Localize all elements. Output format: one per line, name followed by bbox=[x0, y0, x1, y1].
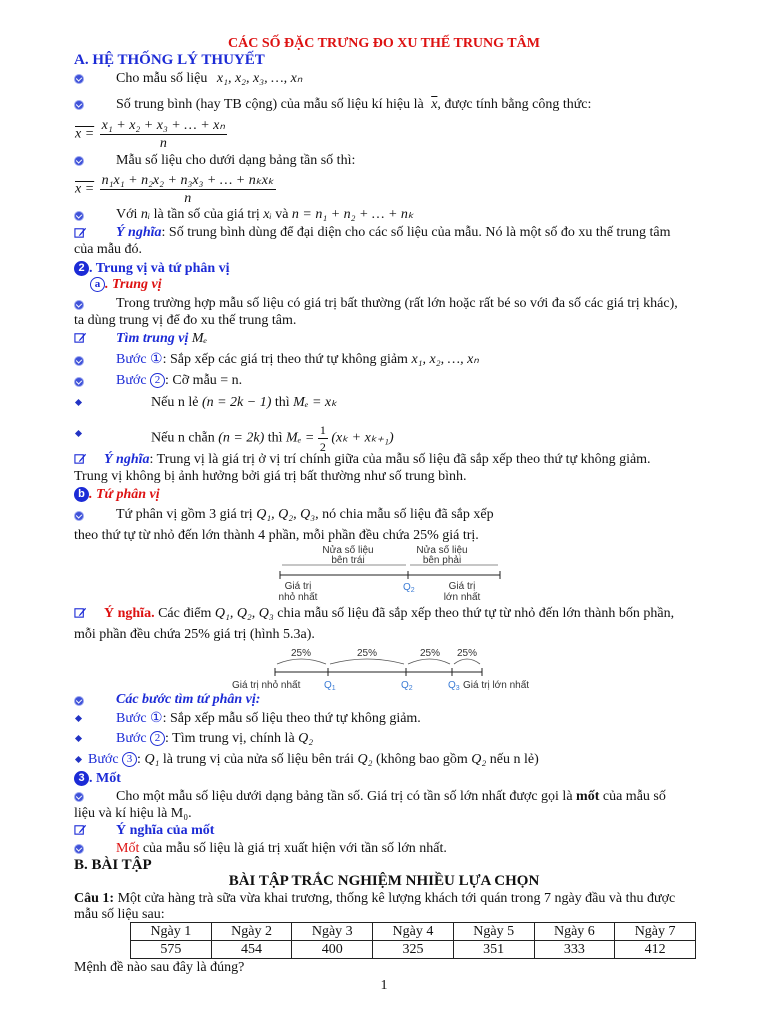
section-b-heading: B. BÀI TẬP bbox=[74, 857, 152, 873]
subsection-title: . Trung vị bbox=[105, 277, 162, 292]
median-intro: Trong trường hợp mẫu số liệu có giá trị bất thường (rất lớn hoặc rất bé so với đa số các giá trị khác), bbox=[116, 296, 678, 311]
exercise-subtitle: BÀI TẬP TRẮC NGHIỆM NHIỀU LỰA CHỌN bbox=[228, 873, 540, 889]
q3-label bbox=[448, 680, 460, 692]
check-bullet-icon bbox=[75, 697, 83, 705]
text: Với bbox=[116, 207, 138, 222]
mode-term: mốt bbox=[576, 789, 600, 804]
quartile-meaning-2: mỗi phần đều chứa 25% giá trị (hình 5.3a). bbox=[74, 627, 315, 642]
diamond-bullet-icon bbox=[75, 756, 82, 763]
numerator: 1 bbox=[319, 423, 326, 437]
median-diagram bbox=[270, 542, 510, 604]
brace bbox=[454, 659, 480, 664]
meaning-label: Ý nghĩa. bbox=[104, 606, 155, 621]
note-pen-icon bbox=[74, 331, 87, 344]
note-pen-icon bbox=[74, 823, 87, 836]
math: Q₂ bbox=[471, 752, 487, 767]
mean-symbol: $\overline{x}$ bbox=[431, 97, 438, 112]
step-label: Bước bbox=[116, 711, 147, 726]
meaning-1 bbox=[116, 224, 670, 241]
math: Mₑ = xₖ bbox=[293, 395, 338, 410]
formula-numerator: n₁x₁ + n₂x₂ + n₃x₃ + … + nₖxₖ bbox=[101, 173, 274, 188]
math: Q₁, Q₂, Q₃ bbox=[214, 606, 274, 621]
table-cell: 575 bbox=[131, 941, 212, 959]
q2-letter: Q bbox=[403, 582, 411, 593]
table-cell: 400 bbox=[292, 941, 373, 959]
text: của mẫu số bbox=[602, 789, 666, 804]
check-bullet-icon bbox=[75, 793, 83, 801]
step-text: : Sắp xếp các giá trị theo thứ tự không giảm bbox=[162, 352, 408, 367]
meaning-label: Ý nghĩa bbox=[116, 225, 162, 240]
q2-subscript: 2 bbox=[410, 587, 415, 594]
math: (n = 2k) bbox=[218, 430, 265, 446]
median-meaning bbox=[104, 451, 651, 468]
step-text: : Sắp xếp mẫu số liệu theo thứ tự không giảm. bbox=[162, 711, 421, 726]
check-bullet-icon bbox=[75, 357, 83, 365]
left-half-label-2: bên trái bbox=[331, 555, 365, 566]
page-title: CÁC SỐ ĐẶC TRƯNG ĐO XU THẾ TRUNG TÂM bbox=[228, 36, 540, 51]
left-half-label: Nửa số liệu bbox=[322, 545, 374, 556]
max-label: Giá trị lớn nhất bbox=[463, 680, 530, 691]
step-text: : Tìm trung vị, chính là bbox=[165, 731, 295, 746]
median-intro-2: ta dùng trung vị để đo xu thế trung tâm. bbox=[74, 313, 297, 328]
max-label-2: lớn nhất bbox=[443, 592, 481, 603]
quartile-intro bbox=[116, 506, 494, 523]
data-table bbox=[130, 922, 696, 959]
check-bullet-icon bbox=[75, 101, 83, 109]
mean-def-line bbox=[116, 96, 591, 113]
mode-def-2: liệu và kí hiệu là M₀. bbox=[74, 806, 192, 821]
sample-line bbox=[116, 70, 302, 87]
section-2b-heading bbox=[74, 486, 160, 503]
q3-letter: Q bbox=[448, 680, 456, 691]
step-math: Q₂ bbox=[298, 731, 314, 746]
table-header-cell: Ngày 6 bbox=[534, 923, 615, 941]
step-math: x₁, x₂, …, xₙ bbox=[411, 352, 479, 367]
check-bullet-icon bbox=[75, 75, 83, 83]
step-number-badge: 2 bbox=[150, 731, 165, 746]
text: Cho một mẫu số liệu dưới dạng bảng tần số. Giá trị có tần số lớn nhất được gọi là bbox=[116, 789, 573, 804]
pct-label: 25% bbox=[419, 648, 441, 659]
mode-term: Mốt bbox=[116, 841, 140, 856]
step-label: Bước bbox=[88, 752, 119, 767]
step-label: Bước bbox=[116, 731, 147, 746]
step-number-badge: 3 bbox=[122, 752, 137, 767]
sample-math: x₁, x₂, x₃, …, xₙ bbox=[216, 71, 303, 86]
step-label: Bước bbox=[116, 373, 147, 388]
pct-label: 25% bbox=[456, 648, 478, 659]
table-cell: 325 bbox=[373, 941, 454, 959]
quartile-step-1 bbox=[116, 710, 421, 727]
step-number: ① bbox=[150, 711, 163, 726]
mean-def-text-2: , được tính bằng công thức: bbox=[437, 97, 592, 112]
step-number-badge: 2 bbox=[150, 373, 165, 388]
step-text: : Cỡ mẫu = n. bbox=[165, 373, 243, 388]
subsection-letter-badge: a bbox=[90, 277, 105, 292]
table-header-cell: Ngày 7 bbox=[615, 923, 696, 941]
text: và bbox=[275, 207, 289, 222]
brace bbox=[330, 659, 404, 664]
section-title: . Mốt bbox=[89, 771, 121, 786]
text: : bbox=[137, 752, 141, 767]
mean-formula bbox=[75, 117, 227, 152]
question-label: Câu 1: bbox=[74, 891, 115, 906]
check-bullet-icon bbox=[75, 512, 83, 520]
math: Mₑ = bbox=[286, 430, 315, 446]
subsection-letter-badge: b bbox=[74, 487, 89, 502]
diamond-bullet-icon bbox=[75, 715, 82, 722]
brace bbox=[408, 659, 450, 664]
check-bullet-icon bbox=[75, 157, 83, 165]
section-title: . Trung vị và tứ phân vị bbox=[89, 261, 230, 276]
text: , nó chia mẫu số liệu đã sắp xếp bbox=[315, 507, 494, 522]
meaning-text: : Trung vị là giá trị ở vị trí chính giữa của mẫu số liệu đã sắp xếp theo thứ tự không giảm. bbox=[149, 452, 651, 467]
note-pen-icon bbox=[74, 452, 87, 465]
diamond-bullet-icon bbox=[75, 430, 82, 437]
section-3-heading bbox=[74, 770, 121, 787]
table-header-cell: Ngày 5 bbox=[453, 923, 534, 941]
math-xi: xᵢ bbox=[263, 207, 272, 222]
question-1 bbox=[74, 890, 675, 907]
step-label: Bước bbox=[116, 352, 147, 367]
q2-subscript: 2 bbox=[408, 685, 413, 692]
text: Các điểm bbox=[158, 606, 212, 621]
question-prompt: Mệnh đề nào sau đây là đúng? bbox=[74, 960, 245, 975]
section-a-heading: A. HỆ THỐNG LÝ THUYẾT bbox=[74, 52, 265, 68]
quartile-step-2 bbox=[116, 730, 313, 747]
question-text: Một cửa hàng trà sữa vừa khai trương, thống kê lượng khách tới quán trong 7 ngày đầu và thu được bbox=[117, 891, 676, 906]
weighted-mean-formula bbox=[75, 172, 276, 207]
find-median-label: Tìm trung vị bbox=[116, 331, 189, 346]
math: Q₁ bbox=[144, 752, 160, 767]
table-cell: 333 bbox=[534, 941, 615, 959]
text: là trung vị của nửa số liệu bên trái bbox=[162, 752, 355, 767]
find-median-heading bbox=[116, 330, 207, 347]
frequency-def-line bbox=[116, 206, 414, 223]
median-symbol: Mₑ bbox=[191, 331, 208, 346]
math-n-sum: n = n₁ + n₂ + … + nₖ bbox=[291, 207, 414, 222]
q3-subscript: 3 bbox=[455, 685, 460, 692]
mode-meaning bbox=[116, 840, 447, 857]
min-label: Giá trị bbox=[284, 581, 312, 592]
table-header-row bbox=[131, 923, 696, 941]
formula-denominator: n bbox=[159, 136, 167, 151]
math: (xₖ + xₖ₊₁) bbox=[331, 430, 394, 446]
text: nếu n lẻ) bbox=[489, 752, 539, 767]
min-label: Giá trị nhỏ nhất bbox=[232, 680, 301, 691]
diamond-bullet-icon bbox=[75, 399, 82, 406]
table-header-cell: Ngày 4 bbox=[373, 923, 454, 941]
table-row bbox=[131, 941, 696, 959]
math: (n = 2k − 1) bbox=[201, 395, 272, 410]
table-cell: 351 bbox=[453, 941, 534, 959]
q2-label bbox=[403, 582, 415, 594]
section-number-badge: 2 bbox=[74, 261, 89, 276]
quartile-meaning bbox=[104, 605, 674, 622]
meaning-label: Ý nghĩa bbox=[104, 452, 150, 467]
right-half-label-2: bên phải bbox=[422, 555, 462, 566]
section-2a-heading bbox=[90, 276, 162, 293]
question-text-2: mẫu số liệu sau: bbox=[74, 907, 165, 922]
math: Q₂ bbox=[357, 752, 373, 767]
max-label: Giá trị bbox=[448, 581, 476, 592]
table-header-cell: Ngày 1 bbox=[131, 923, 212, 941]
pct-label: 25% bbox=[356, 648, 378, 659]
text: thì bbox=[267, 430, 283, 446]
mean-def-text: Số trung bình (hay TB cộng) của mẫu số liệu kí hiệu là bbox=[116, 97, 424, 112]
text: Nếu n lẻ bbox=[151, 395, 199, 410]
table-header-cell: Ngày 3 bbox=[292, 923, 373, 941]
mode-meaning-text: của mẫu số liệu là giá trị xuất hiện với tần số lớn nhất. bbox=[142, 841, 447, 856]
frequency-table-line: Mẫu số liệu cho dưới dạng bảng tần số thì: bbox=[116, 153, 356, 168]
check-bullet-icon bbox=[75, 378, 83, 386]
quartile-steps-title: Các bước tìm tứ phân vị: bbox=[116, 692, 261, 707]
math: Q₁, Q₂, Q₃ bbox=[256, 507, 316, 522]
meaning-text-2: của mẫu đó. bbox=[74, 242, 143, 257]
q1-letter: Q bbox=[324, 680, 332, 691]
q1-subscript: 1 bbox=[331, 685, 336, 692]
note-pen-icon bbox=[74, 606, 87, 619]
page-number: 1 bbox=[380, 978, 388, 993]
text: Tứ phân vị gồm 3 giá trị bbox=[116, 507, 253, 522]
math-ni: nᵢ bbox=[140, 207, 151, 222]
check-bullet-icon bbox=[75, 301, 83, 309]
q2-label bbox=[401, 680, 413, 692]
q1-label bbox=[324, 680, 336, 692]
pct-label: 25% bbox=[290, 648, 312, 659]
text: (không bao gồm bbox=[376, 752, 468, 767]
text: chia mẫu số liệu đã sắp xếp theo thứ tự từ nhỏ đến lớn thành bốn phần, bbox=[277, 606, 675, 621]
quartile-intro-2: theo thứ tự từ nhỏ đến lớn thành 4 phần, mỗi phần đều chứa 25% giá trị. bbox=[74, 528, 479, 543]
mode-meaning-label: Ý nghĩa của mốt bbox=[116, 823, 215, 838]
step-number: ① bbox=[150, 352, 163, 367]
odd-case bbox=[151, 394, 337, 411]
meaning-text: : Số trung bình dùng để đại diện cho các số liệu của mẫu. Nó là một số đo xu thế trung tâm bbox=[161, 225, 671, 240]
formula-denominator: n bbox=[184, 191, 192, 206]
table-header-cell: Ngày 2 bbox=[211, 923, 292, 941]
median-step-1 bbox=[116, 351, 479, 368]
formula-lhs: x = bbox=[75, 126, 95, 142]
mode-def bbox=[116, 788, 666, 805]
text: Nếu n chẵn bbox=[151, 430, 215, 446]
formula-lhs: x = bbox=[75, 181, 95, 197]
table-cell: 412 bbox=[615, 941, 696, 959]
check-bullet-icon bbox=[75, 212, 83, 220]
text: là tần số của giá trị bbox=[153, 207, 260, 222]
median-step-2 bbox=[116, 372, 242, 389]
min-label-2: nhỏ nhất bbox=[278, 592, 318, 603]
median-meaning-2: Trung vị không bị ảnh hưởng bởi giá trị bất thường như số trung bình. bbox=[74, 469, 467, 484]
check-bullet-icon bbox=[75, 845, 83, 853]
section-number-badge: 3 bbox=[74, 771, 89, 786]
table-cell: 454 bbox=[211, 941, 292, 959]
denominator: 2 bbox=[319, 440, 326, 454]
q2-letter: Q bbox=[401, 680, 409, 691]
diamond-bullet-icon bbox=[75, 735, 82, 742]
text: thì bbox=[274, 395, 290, 410]
formula-numerator: x₁ + x₂ + x₃ + … + xₙ bbox=[101, 118, 225, 133]
subsection-title: . Tứ phân vị bbox=[89, 487, 160, 502]
brace bbox=[277, 659, 326, 664]
right-half-label: Nửa số liệu bbox=[416, 545, 468, 556]
section-2-heading bbox=[74, 260, 230, 277]
quartile-diagram bbox=[230, 644, 540, 692]
note-pen-icon bbox=[74, 226, 87, 239]
sample-text: Cho mẫu số liệu bbox=[116, 71, 208, 86]
quartile-step-3 bbox=[88, 751, 539, 768]
